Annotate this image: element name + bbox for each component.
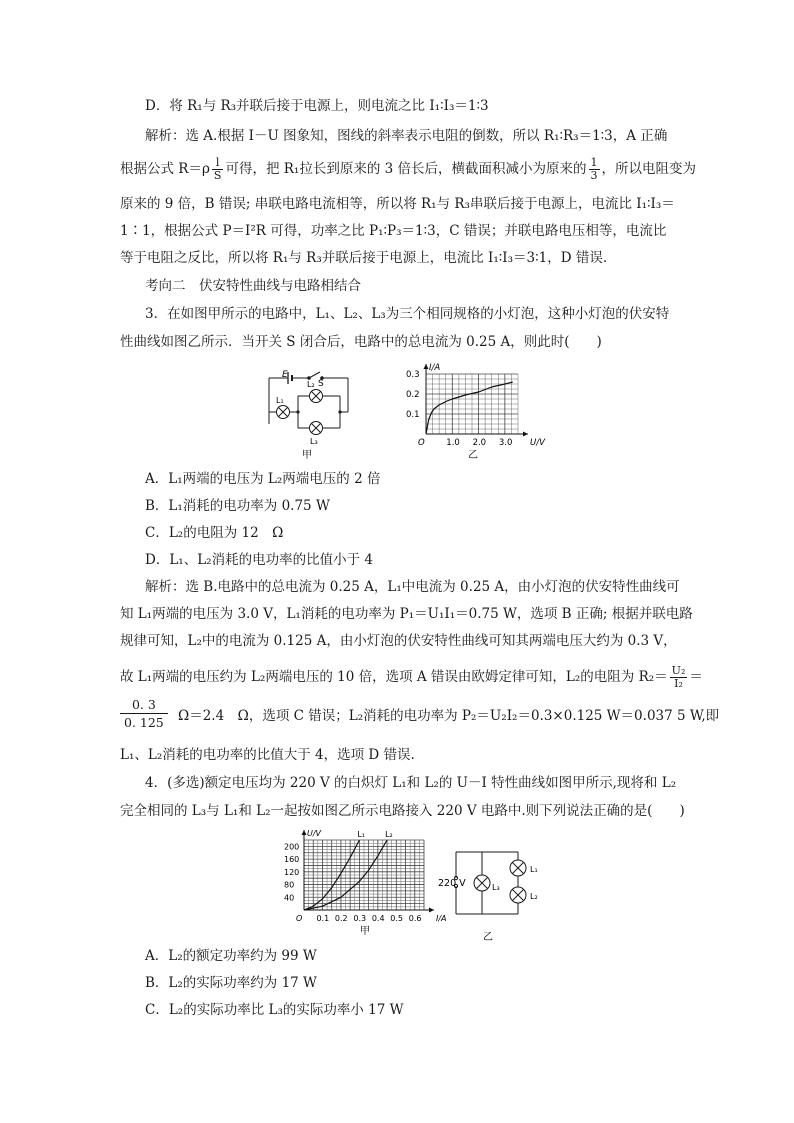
- y-tick-label: 160: [284, 855, 300, 865]
- frac-den: I₂: [674, 677, 683, 690]
- q4-circuit-diagram: [440, 838, 552, 944]
- label-220v: 220 V: [438, 878, 466, 889]
- q3-option-a: A．L₁两端的电压为 L₂两端电压的 2 倍: [145, 471, 381, 487]
- chart-caption: 甲: [360, 926, 370, 937]
- label-l2: L₂: [530, 892, 538, 901]
- y-tick-label: 0.1: [406, 410, 420, 420]
- y-tick-label: 80: [284, 880, 295, 890]
- frac-den: 0. 125: [124, 715, 164, 730]
- q3-fraction-resistance: [120, 696, 168, 731]
- x-tick-label: 0.4: [371, 914, 385, 923]
- q3-analysis-line1: 解析：选 B.电路中的总电流为 0.25 A，L₁中电流为 0.25 A，由小灯泡的伏安特性曲线可: [145, 579, 680, 595]
- frac-num: 1: [590, 156, 598, 169]
- y-tick-label: 200: [284, 842, 300, 852]
- x-axis-arrow: [523, 432, 528, 437]
- q3-option-d: D．L₁、L₂消耗的电功率的比值小于 4: [145, 552, 373, 568]
- q3-analysis-line4b: ＝: [689, 669, 703, 685]
- x-axis-label: I/A: [436, 914, 447, 923]
- section-heading: 考向二 伏安特性曲线与电路相结合: [145, 278, 361, 294]
- q3-analysis-line5: Ω＝2.4 Ω，选项 C 错误；L₂消耗的电功率为 P₂＝U₂I₂＝0.3×0.125 W＝0.037 5 W,即: [178, 708, 720, 724]
- y-axis-label: U/V: [307, 829, 322, 838]
- q4-option-b: B．L₂的实际功率约为 17 W: [145, 975, 317, 991]
- q2-analysis-line2b: 可得，把 R₁拉长到原来的 3 倍长后，横截面积减小为原来的: [225, 161, 587, 177]
- x-tick-label: O: [418, 438, 425, 448]
- label-l2: L₂: [307, 380, 315, 389]
- y-tick-label: 0.2: [406, 390, 420, 400]
- q2-analysis-line2c: ，所以电阻变为: [601, 161, 696, 177]
- q3-fraction-u-over-i: [670, 665, 688, 690]
- q2-analysis-line5: 等于电阻之反比，所以将 R₁与 R₃并联后接于电源上，电流比 I₁∶I₃＝3∶1，D 错误.: [120, 250, 608, 266]
- x-tick-label: 2.0: [472, 438, 487, 448]
- q3-circuit-diagram: [262, 366, 362, 460]
- q4-stem-line1: 4．(多选)额定电压均为 220 V 的白炽灯 L₁和 L₂的 U－I 特性曲线如图甲所示,现将和 L₂: [145, 775, 677, 791]
- q2-analysis-line1: 解析：选 A.根据 I－U 图象知，图线的斜率表示电阻的倒数，所以 R₁∶R₃＝1∶3，A 正确: [145, 128, 668, 144]
- q2-fraction-l-over-s: [212, 157, 224, 182]
- x-axis-arrow: [429, 908, 434, 913]
- x-tick-label: 0.6: [408, 914, 422, 923]
- q3-analysis-line2: 知 L₁两端的电压为 3.0 V，L₁消耗的电功率为 P₁＝U₁I₁＝0.75 W，选项 B 正确; 根据并联电路: [120, 606, 693, 622]
- q3-option-c: C．L₂的电阻为 12 Ω: [145, 525, 284, 541]
- frac-num: 0. 3: [120, 696, 168, 714]
- y-axis-arrow: [302, 830, 307, 835]
- label-l3: L₃: [310, 437, 318, 446]
- q2-analysis-line2a: 根据公式 R＝ρ: [120, 161, 210, 177]
- series-label: L₂: [385, 830, 393, 839]
- y-axis-arrow: [424, 364, 429, 369]
- label-l1: L₁: [530, 865, 538, 874]
- q2-analysis-line3: 原来的 9 倍，B 错误; 串联电路电流相等，所以将 R₁与 R₃串联后接于电源上，电流比 I₁∶I₃＝: [120, 196, 675, 212]
- x-tick-label: 0.3: [353, 914, 367, 923]
- y-tick-label: 40: [284, 893, 295, 903]
- fig-jia-caption: 甲: [302, 450, 312, 461]
- q3-iu-chart: [398, 363, 545, 464]
- x-tick-label: O: [296, 914, 303, 923]
- fig-yi-caption: 乙: [483, 932, 493, 943]
- q3-analysis-line4: [120, 665, 703, 690]
- q2-analysis-line4: 1∶1，根据公式 P＝I²R 可得，功率之比 P₁∶P₃＝1∶3，C 错误；并联电路电压相等，电流比: [120, 223, 667, 239]
- q2-option-d: D．将 R₁与 R₃并联后接于电源上，则电流之比 I₁∶I₃＝1∶3: [145, 98, 489, 114]
- frac-num: U₂: [671, 664, 686, 677]
- q4-ui-chart: [278, 826, 450, 938]
- x-tick-label: 0.2: [334, 914, 348, 923]
- label-l3: L₃: [492, 883, 500, 892]
- frac-den: 3: [590, 169, 598, 182]
- y-tick-label: 0.3: [406, 370, 420, 380]
- x-tick-label: 0.1: [316, 914, 330, 923]
- x-tick-label: 3.0: [498, 438, 513, 448]
- q3-analysis-line6: L₁、L₂消耗的电功率的比值大于 4，选项 D 错误.: [120, 747, 415, 763]
- label-s: S: [318, 379, 324, 389]
- q3-stem-line1: 3．在如图甲所示的电路中，L₁、L₂、L₃为三个相同规格的小灯泡，这种小灯泡的伏安特: [145, 306, 670, 322]
- q3-analysis-line4a: 故 L₁两端的电压约为 L₂两端电压的 10 倍，选项 A 错误由欧姆定律可知，L₂的电阻为 R₂＝: [120, 669, 668, 685]
- y-tick-label: 120: [284, 867, 300, 877]
- q3-option-b: B．L₁消耗的电功率为 0.75 W: [145, 498, 330, 514]
- label-e: E: [282, 370, 288, 380]
- q4-stem-line2: 完全相同的 L₃与 L₁和 L₂一起按如图乙所示电路接入 220 V 电路中.则下列说法正确的是( ): [120, 803, 685, 819]
- q2-analysis-line2: [120, 157, 696, 182]
- frac-num: l: [212, 157, 224, 170]
- q3-stem-line2: 性曲线如图乙所示．当开关 S 闭合后，电路中的总电流为 0.25 A，则此时( ): [120, 334, 602, 350]
- series-label: L₁: [357, 830, 366, 839]
- q4-option-c: C．L₂的实际功率比 L₃的实际功率小 17 W: [145, 1002, 404, 1018]
- chart-caption: 乙: [468, 450, 478, 461]
- q2-fraction-one-third: [589, 157, 600, 182]
- x-tick-label: 1.0: [446, 438, 460, 448]
- q3-analysis-line3: 规律可知，L₂中的电流为 0.125 A，由小灯泡的伏安特性曲线可知其两端电压大约为 0.3 V，: [120, 633, 677, 649]
- q4-option-a: A．L₂的额定功率约为 99 W: [145, 948, 317, 964]
- y-axis-label: I/A: [429, 363, 441, 373]
- x-tick-label: 0.5: [390, 914, 404, 923]
- frac-den: S: [213, 169, 222, 182]
- x-axis-label: U/V: [530, 438, 545, 448]
- label-l1: L₁: [276, 396, 284, 405]
